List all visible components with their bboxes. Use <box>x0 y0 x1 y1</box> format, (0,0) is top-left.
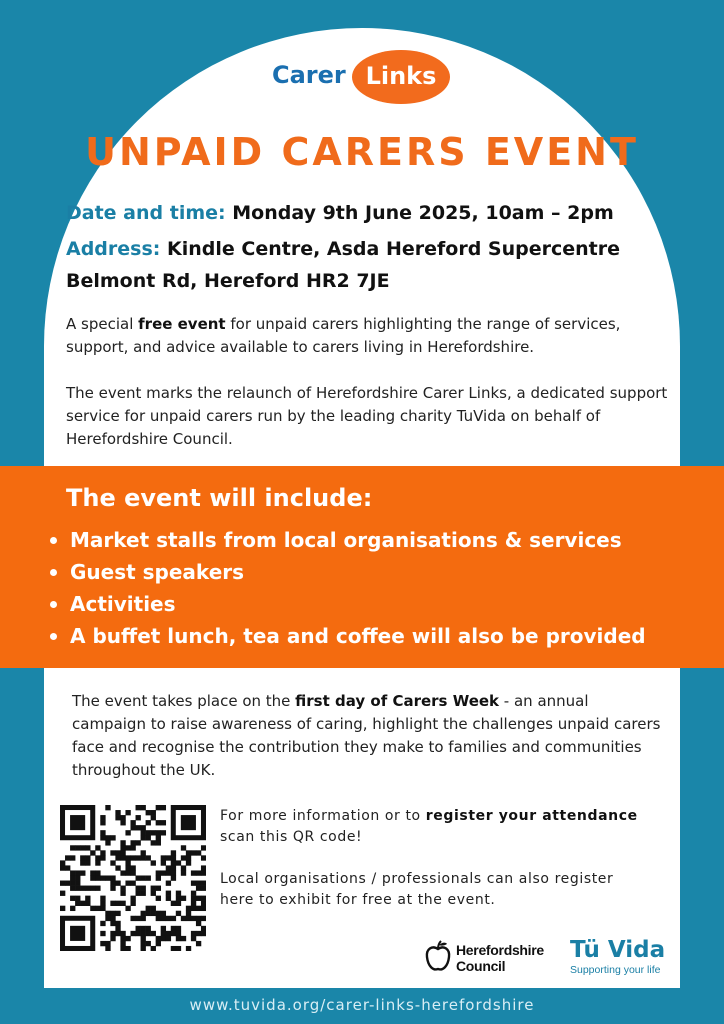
carers-week-paragraph <box>72 690 662 782</box>
council-name-line-2: Council <box>456 958 506 974</box>
council-name-line-1: Herefordshire <box>456 942 544 958</box>
intro-text: A special <box>66 315 139 333</box>
herefordshire-council-logo <box>424 940 564 976</box>
event-highlights-band <box>0 466 724 668</box>
register-emphasis: register your attendance <box>425 808 638 824</box>
list-item: Guest speakers <box>48 556 646 588</box>
highlights-list <box>48 524 646 652</box>
free-event-emphasis: free event <box>138 315 226 333</box>
logo-oval <box>352 50 450 104</box>
intro-text-continued: for unpaid carers highlighting the range of services, support, and advice available to carers living in Herefordshire. <box>66 315 621 356</box>
qr-code-graphic <box>60 805 206 951</box>
tuvida-logo <box>570 937 680 979</box>
date-label: Date and time: <box>66 202 226 224</box>
list-item: Activities <box>48 588 646 620</box>
carers-week-text: The event takes place on the <box>72 692 296 710</box>
carers-week-emphasis: first day of Carers Week <box>295 692 500 710</box>
herefordshire-apple-icon <box>424 940 452 974</box>
address-line-1: Kindle Centre, Asda Hereford Supercentre <box>167 238 621 260</box>
council-name <box>456 942 544 974</box>
carer-links-logo <box>272 50 452 106</box>
address-label: Address: <box>66 238 161 260</box>
register-text <box>220 806 640 848</box>
intro-paragraph-2: The event marks the relaunch of Herefordshire Carer Links, a dedicated support service for unpaid carers run by the leading charity TuVida on behalf of Herefordshire Council. <box>66 384 668 448</box>
qr-code-icon[interactable] <box>60 805 206 951</box>
date-value: Monday 9th June 2025, 10am – 2pm <box>232 202 614 224</box>
exhibitor-text: Local organisations / professionals can also register here to exhibit for free at the event. <box>220 871 614 908</box>
event-date <box>66 202 686 224</box>
logo-word-carer: Carer <box>272 61 346 89</box>
intro-paragraph-1 <box>66 313 676 359</box>
carers-week-text-continued: - an annual campaign to raise awareness of caring, highlight the challenges unpaid carers face and recognise the contribution they make to families and communities throughout the UK. <box>72 692 661 779</box>
tuvida-name: Tü Vida <box>570 937 666 963</box>
register-text-end: scan this QR code! <box>220 829 363 845</box>
event-address <box>66 238 686 260</box>
tuvida-tagline: Supporting your life <box>570 964 661 976</box>
list-item: A buffet lunch, tea and coffee will also be provided <box>48 620 646 652</box>
footer-url[interactable]: www.tuvida.org/carer-links-herefordshire <box>189 996 535 1014</box>
register-text-start: For more information or to <box>220 808 426 824</box>
logo-word-links: Links <box>365 62 437 90</box>
event-address-line-2: Belmont Rd, Hereford HR2 7JE <box>66 270 390 292</box>
list-item: Market stalls from local organisations & services <box>48 524 646 556</box>
highlights-title: The event will include: <box>66 484 373 512</box>
page-title: UNPAID CARERS EVENT <box>85 130 639 174</box>
